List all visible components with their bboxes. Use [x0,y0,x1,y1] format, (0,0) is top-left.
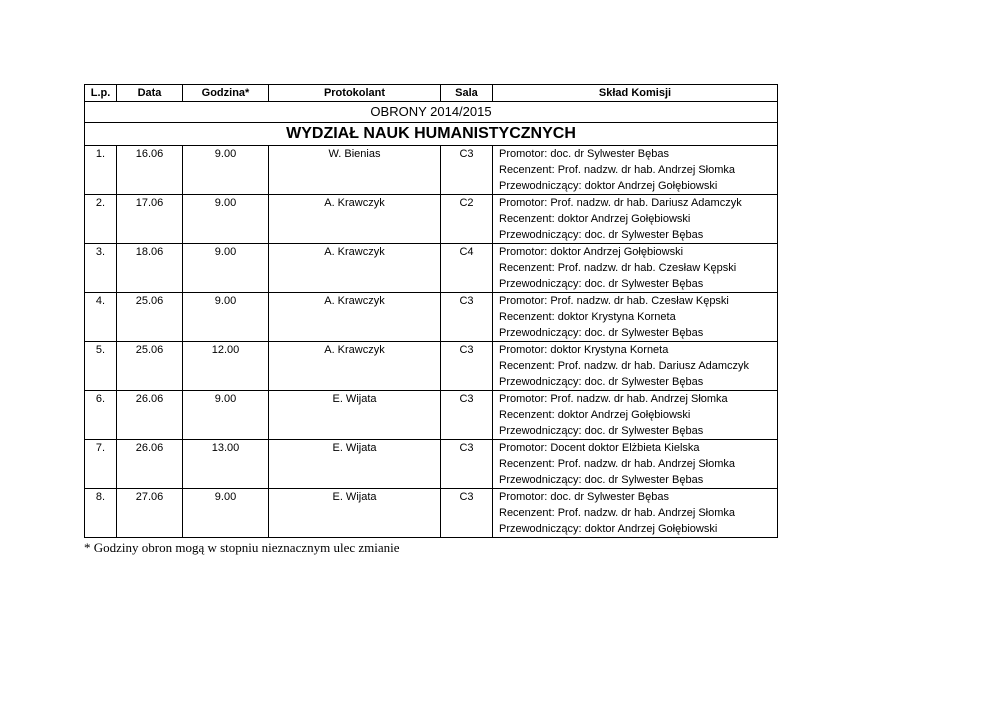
cell-lp: 5. [85,342,117,391]
cell-room: C4 [441,244,493,293]
committee-member: Recenzent: doktor Andrzej Gołębiowski [499,409,691,421]
cell-time: 9.00 [183,391,269,440]
cell-lp: 2. [85,195,117,244]
cell-time: 12.00 [183,342,269,391]
cell-recorder: A. Krawczyk [269,195,441,244]
document [84,84,777,556]
committee-member: Promotor: Prof. nadzw. dr hab. Czesław Kępski [499,295,729,307]
committee-member: Promotor: doktor Andrzej Gołębiowski [499,246,684,258]
column-header-sklad-komisji: Skład Komisji [493,85,778,102]
cell-room: C3 [441,342,493,391]
table-row [85,244,778,293]
committee-member: Recenzent: Prof. nadzw. dr hab. Andrzej Słomka [499,458,736,470]
cell-lp: 7. [85,440,117,489]
committee-member: Recenzent: Prof. nadzw. dr hab. Andrzej Słomka [499,507,736,519]
committee-member: Promotor: doc. dr Sylwester Bębas [499,491,669,503]
cell-room: C3 [441,391,493,440]
defense-schedule-table [84,84,778,538]
cell-date: 26.06 [117,391,183,440]
column-header-row [85,85,778,102]
committee-member: Promotor: doktor Krystyna Korneta [499,344,669,356]
column-header-data: Data [117,85,183,102]
committee-member: Przewodniczący: doc. dr Sylwester Bębas [499,229,704,241]
cell-committee [493,489,778,538]
cell-room: C3 [441,440,493,489]
table-row [85,342,778,391]
table-row [85,391,778,440]
committee-member: Przewodniczący: doktor Andrzej Gołębiowski [499,180,718,192]
cell-date: 25.06 [117,342,183,391]
committee-member: Promotor: Prof. nadzw. dr hab. Andrzej Słomka [499,393,728,405]
cell-recorder: W. Bienias [269,146,441,195]
committee-member: Recenzent: Prof. nadzw. dr hab. Czesław Kępski [499,262,737,274]
cell-time: 9.00 [183,244,269,293]
cell-recorder: A. Krawczyk [269,244,441,293]
cell-time: 9.00 [183,293,269,342]
cell-time: 9.00 [183,146,269,195]
column-header-protokolant: Protokolant [269,85,441,102]
cell-date: 25.06 [117,293,183,342]
column-header-godzina: Godzina* [183,85,269,102]
cell-lp: 8. [85,489,117,538]
cell-recorder: E. Wijata [269,440,441,489]
cell-recorder: E. Wijata [269,391,441,440]
cell-date: 18.06 [117,244,183,293]
title-row [85,102,778,123]
cell-recorder: A. Krawczyk [269,293,441,342]
cell-committee [493,244,778,293]
cell-date: 26.06 [117,440,183,489]
document-title: OBRONY 2014/2015 [85,102,778,123]
table-row [85,195,778,244]
committee-member: Promotor: doc. dr Sylwester Bębas [499,148,669,160]
committee-member: Promotor: Docent doktor Elżbieta Kielska [499,442,700,454]
cell-room: C2 [441,195,493,244]
committee-member: Recenzent: Prof. nadzw. dr hab. Andrzej Słomka [499,164,736,176]
cell-lp: 1. [85,146,117,195]
table-row [85,293,778,342]
committee-member: Przewodniczący: doc. dr Sylwester Bębas [499,425,704,437]
committee-member: Przewodniczący: doc. dr Sylwester Bębas [499,474,704,486]
committee-member: Przewodniczący: doc. dr Sylwester Bębas [499,376,704,388]
cell-room: C3 [441,489,493,538]
cell-date: 17.06 [117,195,183,244]
committee-member: Promotor: Prof. nadzw. dr hab. Dariusz Adamczyk [499,197,742,209]
cell-date: 16.06 [117,146,183,195]
cell-date: 27.06 [117,489,183,538]
table-row [85,440,778,489]
cell-recorder: E. Wijata [269,489,441,538]
cell-committee [493,293,778,342]
schedule-rows [85,146,778,538]
table-row [85,146,778,195]
column-header-lp: L.p. [85,85,117,102]
committee-member: Recenzent: doktor Andrzej Gołębiowski [499,213,691,225]
committee-member: Recenzent: Prof. nadzw. dr hab. Dariusz Adamczyk [499,360,750,372]
column-header-sala: Sala [441,85,493,102]
cell-committee [493,391,778,440]
cell-room: C3 [441,146,493,195]
table-row [85,489,778,538]
cell-committee [493,440,778,489]
cell-time: 13.00 [183,440,269,489]
faculty-row [85,123,778,146]
cell-committee [493,342,778,391]
committee-member: Przewodniczący: doktor Andrzej Gołębiowski [499,523,718,535]
committee-member: Przewodniczący: doc. dr Sylwester Bębas [499,278,704,290]
cell-committee [493,195,778,244]
footnote: * Godziny obron mogą w stopniu nieznacznym ulec zmianie [84,540,400,555]
committee-member: Przewodniczący: doc. dr Sylwester Bębas [499,327,704,339]
cell-time: 9.00 [183,489,269,538]
faculty-name: WYDZIAŁ NAUK HUMANISTYCZNYCH [85,123,778,146]
cell-lp: 4. [85,293,117,342]
committee-member: Recenzent: doktor Krystyna Korneta [499,311,676,323]
cell-lp: 6. [85,391,117,440]
cell-lp: 3. [85,244,117,293]
cell-committee [493,146,778,195]
cell-time: 9.00 [183,195,269,244]
cell-recorder: A. Krawczyk [269,342,441,391]
cell-room: C3 [441,293,493,342]
